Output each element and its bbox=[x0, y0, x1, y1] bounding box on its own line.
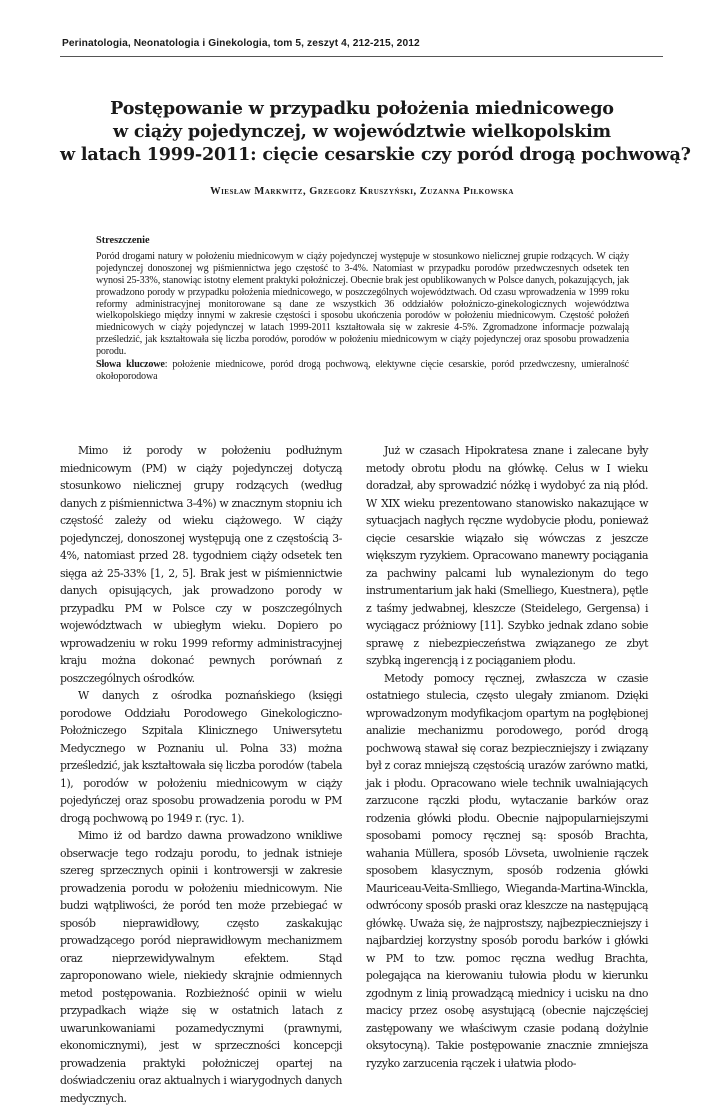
body-column-right bbox=[366, 442, 648, 1072]
paragraph: W danych z ośrodka poznańskiego (księgi porodowe Oddziału Porodowego Ginekologiczno-Położniczego Szpitala Klinicznego Uniwersytetu Medycznego w Poznaniu ul. Polna 33) można prześledzić, jak kształtowała się liczba porodów (tabela 1), porodów w położeniu miednicowym w ciąży pojedyńczej oraz sposobu prowadzenia porodu w PM drogą pochwową po 1949 r. (ryc. 1). bbox=[60, 689, 342, 825]
paragraph: Metody pomocy ręcznej, zwłaszcza w czasie ostatniego stulecia, często ulegały zmianom. Dzięki wprowadzonym modyfikacjom opartym na pogłębionej analizie mechanizmu porodowego, poród drogą pochwową stawał się coraz bezpieczniejszy i związany był z coraz mniejszą częstością urazów zarówno matki, jak i płodu. Opracowano wiele technik uwalniających zarzucone rączki płodu, wytaczanie barków oraz rodzenia główki płodu. Obecnie najpopularniejszymi sposobami pomocy ręcznej są: sposób Brachta, wahania Müllera, sposób Lövseta, uwolnienie rączek sposobem klasycznym, sposób rodzenia główki Mauriceau-Veita-Smlliego, Wieganda-Martina-Winckla, odwrócony sposób praski oraz kleszcze na następującą główkę. Uważa się, że najprostszy, najbezpieczniejszy i najbardziej korzystny sposób porodu barków i główki w PM to tzw. pomoc ręczna według Brachta, polegająca na kierowaniu tułowia płodu w kierunku zgodnym z linią prowadzącą miednicy i ucisku na dno macicy przez osobę asystującą (obecnie najczęściej zastępowany we właściwym czasie podaną dożylnie oksytocyną). Takie postępowanie znacznie zmniejsza ryzyko zarzucenia rączek i ułatwia płodo- bbox=[366, 671, 648, 1070]
abstract-heading: Streszczenie bbox=[96, 235, 150, 246]
paragraph: Mimo iż porody w położeniu podłużnym miednicowym (PM) w ciąży pojedynczej dotyczą stosunkowo nielicznej grupy rodzących (według danych z piśmiennictwa 3-4%) w znacznym stopniu ich częstość zależy od wieku ciążowego. W ciąży pojedynczej, donoszonej występują one z częstością 3-4%, natomiast przed 28. tygodniem ciąży odsetek ten sięga aż 25-33% [1, 2, 5]. Brak jest w piśmiennictwie danych opisujących, jak prowadzono porody w przypadku PM w Polsce czy w poszczególnych województwach w ubiegłym wieku. Dopiero po wprowadzeniu w roku 1999 reformy administracyjnej kraju można dokonać pewnych porównań z poszczególnych ośrodków. bbox=[60, 444, 342, 685]
abstract-block bbox=[96, 235, 629, 383]
abstract-body: Poród drogami natury w położeniu miednicowym w ciąży pojedynczej występuje w stosunkowo nielicznej grupie rodzących. W ciąży pojedynczej donoszonej wg piśmiennictwa jego częstość to 3-4%. Natomiast w przypadku porodów przedwczesnych odsetek ten wynosi 25-33%, stanowiąc istotny element praktyki położniczej. Obecnie brak jest opublikowanych w Polsce danych, pokazujących, jak prowadzono porody w przypadku położenia miednicowego, w poszczególnych województwach. Od czasu wprowadzenia w 1999 roku reformy administracyjnej monitorowane są dane ze wszystkich 36 oddziałów położniczo-ginekologicznych województwa wielkopolskiego między innymi w zakresie częstości i sposobu ukończenia porodów w położeniu miednicowym. Częstość położeń miednicowych w ciąży pojedynczej w latach 1999-2011 kształtowała się w zakresie 4-5%. Zgromadzone informacje pozwalają prześledzić, jak kształtowała się liczba porodów, porodów w położeniu miednicowym w ciąży pojedynczej oraz sposobu prowadzenia porodu. bbox=[96, 250, 629, 358]
paragraph: Mimo iż od bardzo dawna prowadzono wnikliwe obserwacje tego rodzaju porodu, to jednak istnieje szereg sprzecznych opinii i kontrowersji w zakresie prowadzenia porodu w położeniu miednicowym. Nie budzi wątpliwości, że poród ten może przebiegać w sposób nieprawidłowy, często zaskakując prowadzącego poród nieprawidłowym mechanizmem oraz nieprzewidywalnym efektem. Stąd zaproponowano wiele, niekiedy skrajnie odmiennych metod postępowania. Rozbieżność opinii w wielu przypadkach wiąże się w ostatnich latach z uwarunkowaniami pozamedycznymi (prawnymi, ekonomicznymi), jest w sprzeczności koncepcji prowadzenia praktyki położniczej opartej na doświadczeniu oraz aktualnych i wiarygodnych danych medycznych. bbox=[60, 829, 342, 1105]
header-rule bbox=[60, 56, 663, 57]
title-line: w ciąży pojedynczej, w województwie wielkopolskim bbox=[113, 121, 611, 142]
title-line: Postępowanie w przypadku położenia miednicowego bbox=[110, 98, 614, 119]
keywords-label: Słowa kluczowe bbox=[96, 359, 165, 371]
title-line: w latach 1999-2011: cięcie cesarskie czy poród drogą pochwową? bbox=[60, 144, 691, 165]
article-title bbox=[60, 97, 691, 166]
running-head: Perinatologia, Neonatologia i Ginekologia, tom 5, zeszyt 4, 212-215, 2012 bbox=[62, 38, 420, 49]
keywords-text: : położenie miednicowe, poród drogą pochwową, elektywne cięcie cesarskie, poród przedwczesny, umieralność okołoporodowa bbox=[96, 359, 629, 382]
paragraph: Już w czasach Hipokratesa znane i zalecane były metody obrotu płodu na główkę. Celus w I wieku doradzał, aby sprowadzić nóżkę i wydobyć za nią płód. W XIX wieku prezentowano stanowisko nakazujące w sytuacjach nagłych ręczne wydobycie płodu, ponieważ cięcie cesarskie wiązało się wówczas z jeszcze większym ryzykiem. Opracowano manewry pociągania za pachwiny palcami lub wynalezionym do tego instrumentarium jak haki (Smelliego, Kuestnera), pętle z taśmy jedwabnej, kleszcze (Steidelego, Gergensa) i wyciągacz próżniowy [11]. Szybko jednak zdano sobie sprawę z niebezpieczeństwa związanego ze zbyt szybką ingerencją i z pociąganiem płodu. bbox=[366, 444, 648, 667]
author-list: Wiesław Markwitz, Grzegorz Kruszyński, Zuzanna Piłkowska bbox=[210, 186, 514, 197]
keywords bbox=[96, 359, 629, 383]
body-column-left bbox=[60, 442, 342, 1107]
